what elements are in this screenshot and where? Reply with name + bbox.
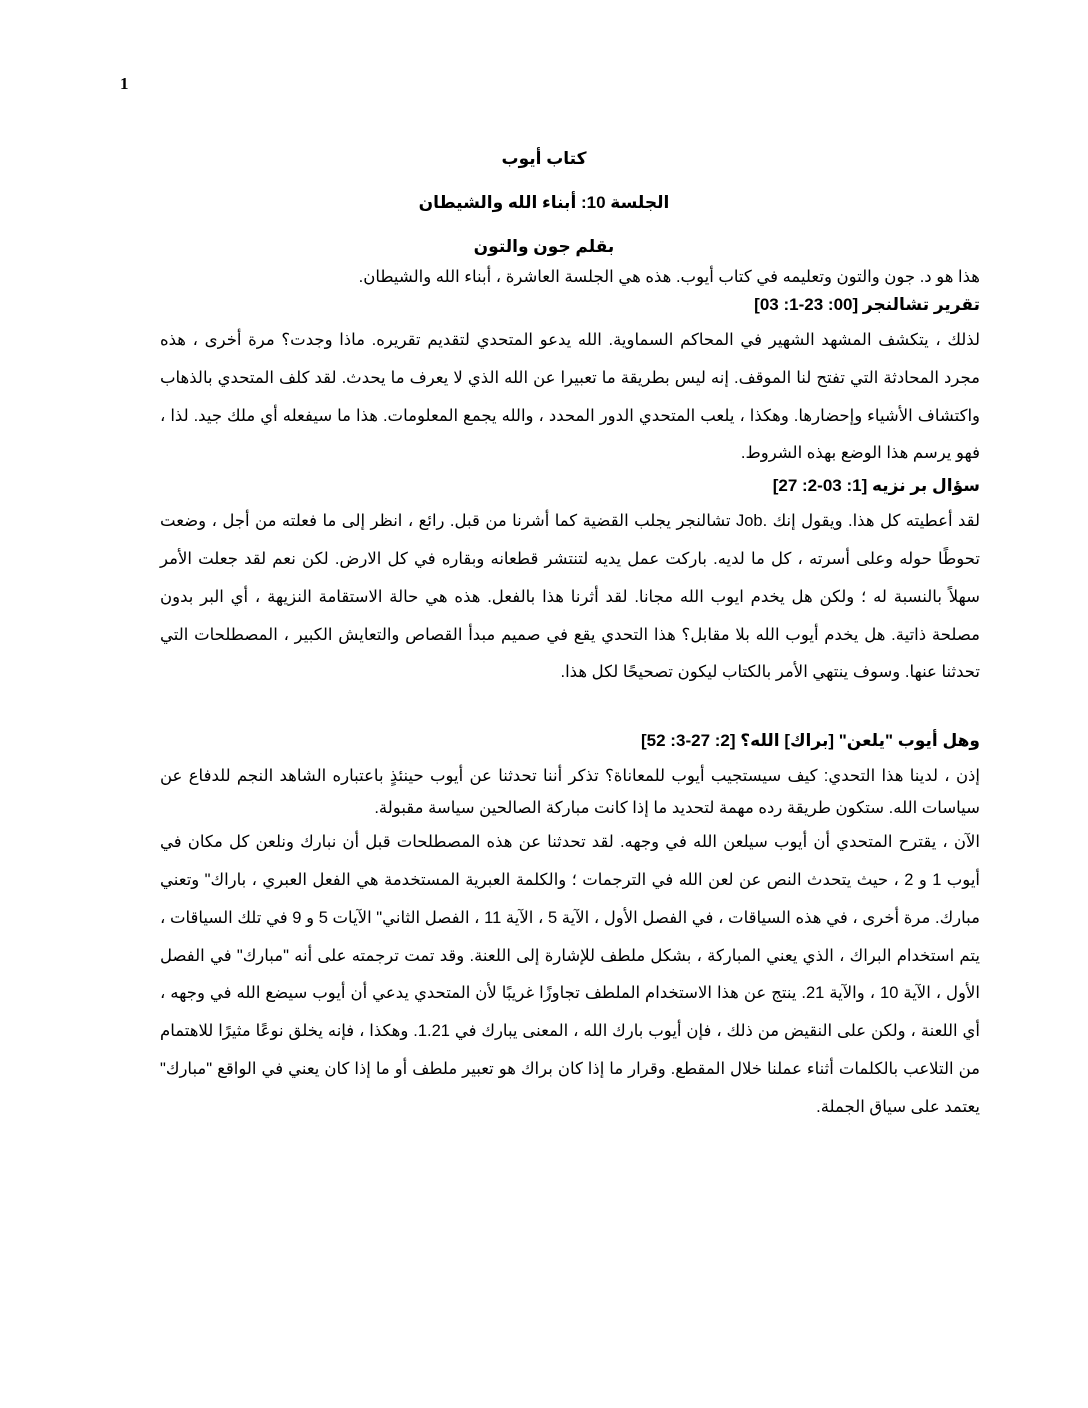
- section-heading: سؤال بر نزيه [1: 03-2: 27]: [772, 476, 980, 496]
- section-heading: تقرير تشالنجر [00: 23-1: 03]: [754, 295, 980, 314]
- intro-paragraph: هذا هو د. جون والتون وتعليمه في كتاب أيوب. هذه هي الجلسة العاشرة ، أبناء الله والشيطان.: [358, 268, 980, 286]
- page-number: 1: [120, 74, 129, 93]
- session-title: الجلسة 10: أبناء الله والشيطان: [418, 193, 670, 212]
- section-heading: وهل أيوب "يلعن" [براك] الله؟ [2: 27-3: 52]: [640, 731, 980, 751]
- document-title: كتاب أيوب: [501, 149, 587, 168]
- document-header: [0, 145, 1088, 277]
- author-line: بقلم جون والتون: [473, 237, 615, 256]
- section-paragraph: لذلك ، يتكشف المشهد الشهير في المحاكم السماوية. الله يدعو المتحدي لتقديم تقريره. ماذا وجدت؟ مرة أخرى ، هذه مجرد المحادثة التي تفتح لنا الموقف. إنه ليس بطريقة ما تعبيرا عن الله الذي لا يعرف ما يحدث. لقد كلف المتحدي بالذهاب واكتشاف الأشياء وإحضارها. وهكذا ، يلعب المتحدي الدور المحدد ، والله يجمع المعلومات. هذا ما سيفعله أي ملك جيد. لذا ، فهو يرسم هذا الوضع بهذه الشروط.: [160, 331, 980, 463]
- spacer: [160, 692, 980, 728]
- section-paragraph: لقد أعطيته كل هذا. ويقول إنك .Job تشالنجر يجلب القضية كما أشرنا من قبل. رائع ، انظر إلى ما فعلته من أجل ، وضعت تحوطًا حوله وعلى أسرته ، كل ما لديه. باركت عمل يديه لتنتشر قطعانه وبقاره في كل الارض. لكن نعم لقد جعلت الأمر سهلاً بالنسبة له ؛ ولكن هل يخدم ايوب الله مجانا. لقد أثرنا هذا بالفعل. هذه هي حالة الاستقامة النزيهة ، أي البر بدون مصلحة ذاتية. هل يخدم أيوب الله بلا مقابل؟ هذا التحدي يقع في صميم مبدأ القصاص والتعايش الكبير ، المصطلحات التي تحدثنا عنها. وسوف ينتهي الأمر بالكتاب ليكون تصحيحًا لكل هذا.: [160, 512, 980, 682]
- section-paragraph: إذن ، لدينا هذا التحدي: كيف سيستجيب أيوب للمعاناة؟ تذكر أننا تحدثنا عن أيوب حينئذٍ باعتباره الشاهد النجم للدفاع عن سياسات الله. ستكون طريقة رده مهمة لتحديد ما إذا كانت مباركة الصالحين سياسة مقبولة.: [160, 767, 980, 818]
- section-paragraph: الآن ، يقترح المتحدي أن أيوب سيلعن الله في وجهه. لقد تحدثنا عن هذه المصطلحات قبل أن نبارك ونلعن كل مكان في أيوب 1 و 2 ، حيث يتحدث النص عن لعن الله في الترجمات ؛ والكلمة العبرية المستخدمة هي الفعل العبري ، باراك" وتعني مبارك. مرة أخرى ، في هذه السياقات ، في الفصل الأول ، الآية 5 ، الآية 11 ، الفصل الثاني" الآيات 5 و 9 في تلك السياقات ، يتم استخدام البراك ، الذي يعني المباركة ، بشكل ملطف للإشارة إلى اللعنة. وقد تمت ترجمته على أنه "مبارك" في الفصل الأول ، الآية 10 ، والآية 21. ينتج عن هذا الاستخدام الملطف تجاوزًا غريبًا لأن المتحدي يدعي أن أيوب سيضع الله في وجهه ، أي اللعنة ، ولكن على النقيض من ذلك ، فإن أيوب بارك الله ، المعنى يبارك في 1.21. وهكذا ، فإنه يخلق نوعًا مثيرًا للاهتمام من التلاعب بالكلمات أثناء عملنا خلال المقطع. وقرار ما إذا كان براك هو تعبير ملطف أو ما إذا كان يعني في الواقع "مبارك" يعتمد على سياق الجملة.: [160, 833, 981, 1116]
- document-body: [160, 262, 980, 1127]
